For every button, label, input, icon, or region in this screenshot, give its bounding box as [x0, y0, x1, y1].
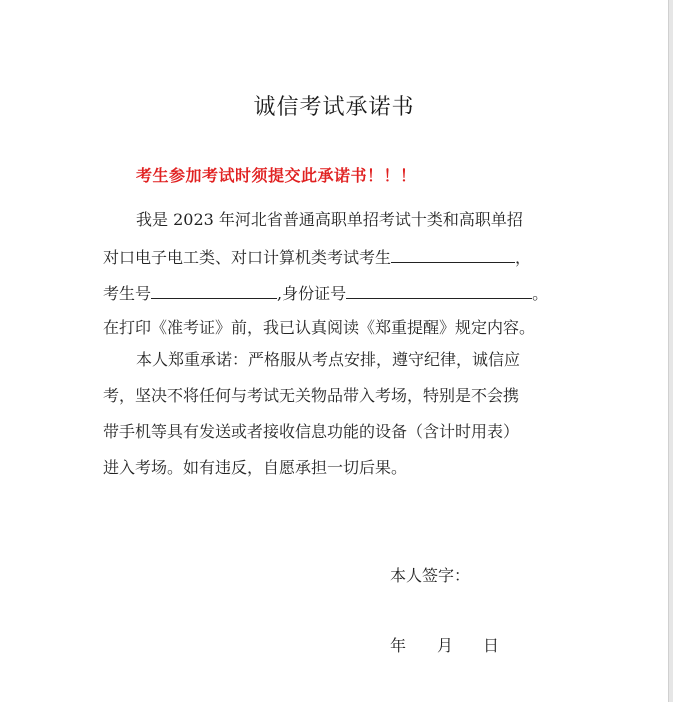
paragraph-line: [103, 246, 531, 268]
punctuation: 。: [532, 284, 549, 303]
date-day-label: 日: [483, 636, 500, 655]
paragraph-text: 对口电子电工类、对口计算机类考试考生: [103, 248, 392, 267]
paragraph-line: 进入考场。如有违反，自愿承担一切后果。: [103, 458, 408, 477]
paragraph-line: [103, 282, 548, 304]
paragraph-line: 我是 2023 年河北省普通高职单招考试十类和高职单招: [136, 210, 523, 229]
id-number-label: ,身份证号: [277, 284, 347, 303]
date-month-label: 月: [437, 636, 454, 655]
date-year-label: 年: [390, 636, 407, 655]
candidate-number-label: 考生号: [103, 284, 152, 303]
paragraph-line: 在打印《准考证》前，我已认真阅读《郑重提醒》规定内容。: [103, 318, 536, 337]
signature-label: 本人签字：: [390, 566, 471, 585]
page-edge-divider: [668, 0, 673, 702]
candidate-number-blank: [151, 282, 277, 299]
paragraph-line: 带手机等具有发送或者接收信息功能的设备（含计时用表）: [103, 422, 520, 441]
document-title: 诚信考试承诺书: [253, 95, 415, 120]
paragraph-line: 本人郑重承诺：严格服从考点安排，遵守纪律，诚信应: [136, 350, 521, 369]
paragraph-line: 考，坚决不将任何与考试无关物品带入考场，特别是不会携: [103, 386, 520, 405]
submission-notice: 考生参加考试时须提交此承诺书！！！: [136, 166, 417, 185]
id-number-blank: [346, 282, 532, 299]
name-blank: [391, 246, 515, 263]
punctuation: ，: [515, 248, 532, 267]
